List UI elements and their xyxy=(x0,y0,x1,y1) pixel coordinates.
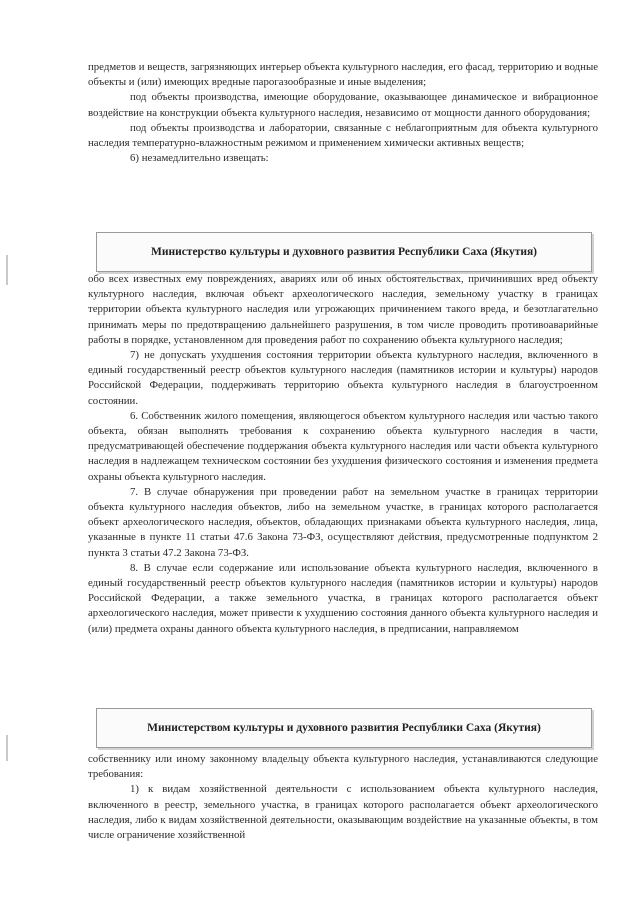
scan-artifact xyxy=(6,255,8,285)
paragraph: 6. Собственник жилого помещения, являющегося объектом культурного наследия или частью такого объекта, обязан выполнять требования к сохранению объекта культурного наследия в части, предусматривающей обеспечение поддержания объекта культурного наследия или части объекта культурного наследия в надлежащем техническом состоянии без ухудшения физического состояния и изменения предмета охраны объекта культурного наследия. xyxy=(88,409,598,483)
paragraph: обо всех известных ему повреждениях, авариях или об иных обстоятельствах, причинивших вред объекту культурного наследия, включая объект археологического наследия, земельному участку в границах территории объекта культурного наследия или угрожающих причинением такого вреда, и безотлагательно принимать меры по предотвращению дальнейшего разрушения, в том числе проводить противоаварийные работы в порядке, установленном для проведения работ по сохранению объекта культурного наследия; xyxy=(88,273,598,346)
paragraph: 7) не допускать ухудшения состояния территории объекта культурного наследия, включенного в единый государственный реестр объектов культурного наследия (памятников истории и культуры) народов Российской Федерации, поддерживать территорию объекта культурного наследия в благоустроенном состоянии. xyxy=(88,349,598,407)
text-block-top xyxy=(88,60,598,166)
scan-artifact xyxy=(6,735,8,761)
text-block-bottom xyxy=(88,752,598,843)
paragraph: предметов и веществ, загрязняющих интерьер объекта культурного наследия, его фасад, территорию и водные объекты и (или) имеющих вредные парогазообразные и иные выделения; xyxy=(88,61,598,89)
paragraph: 1) к видам хозяйственной деятельности с использованием объекта культурного наследия, включенного в реестр, земельного участка, в границах которого располагается объект археологического наследия, либо к видам хозяйственной деятельности, оказывающим воздействие на указанные объекты, в том числе ограничение хозяйственной xyxy=(88,783,598,842)
ministry-banner: Министерство культуры и духовного развития Республики Саха (Якутия) xyxy=(96,232,592,272)
paragraph: 7. В случае обнаружения при проведении работ на земельном участке в границах территории объекта культурного наследия объектов, либо на земельном участке, в границах которого располагается объект археологического наследия, объектов, обладающих признаками объекта культурного наследия, лица, указанные в пункте 11 статьи 47.6 Закона 73-ФЗ, осуществляют действия, предусмотренные подпунктом 2 пункта 3 статьи 47.2 Закона 73-ФЗ. xyxy=(88,485,598,559)
ministry-banner: Министерством культуры и духовного развития Республики Саха (Якутия) xyxy=(96,708,592,748)
paragraph: под объекты производства, имеющие оборудование, оказывающее динамическое и вибрационное воздействие на конструкции объекта культурного наследия, независимо от мощности данного оборудования; xyxy=(88,91,598,119)
paragraph: 6) незамедлительно извещать: xyxy=(130,152,269,165)
paragraph: 8. В случае если содержание или использование объекта культурного наследия, включенного в единый государственный реестр объектов культурного наследия (памятников истории и культуры) народов Российской Федерации, а также земельного участка, в границах которого располагается объект археологического наследия, может привести к ухудшению состояния данного объекта культурного наследия и (или) предмета охраны данного объекта культурного наследия, в предписании, направляемом xyxy=(88,561,598,635)
paragraph: под объекты производства и лаборатории, связанные с неблагоприятным для объекта культурного наследия температурно-влажностным режимом и применением химически активных веществ; xyxy=(88,121,598,150)
text-block-middle xyxy=(88,272,598,637)
paragraph: собственнику или иному законному владельцу объекта культурного наследия, устанавливаются следующие требования: xyxy=(88,753,598,781)
